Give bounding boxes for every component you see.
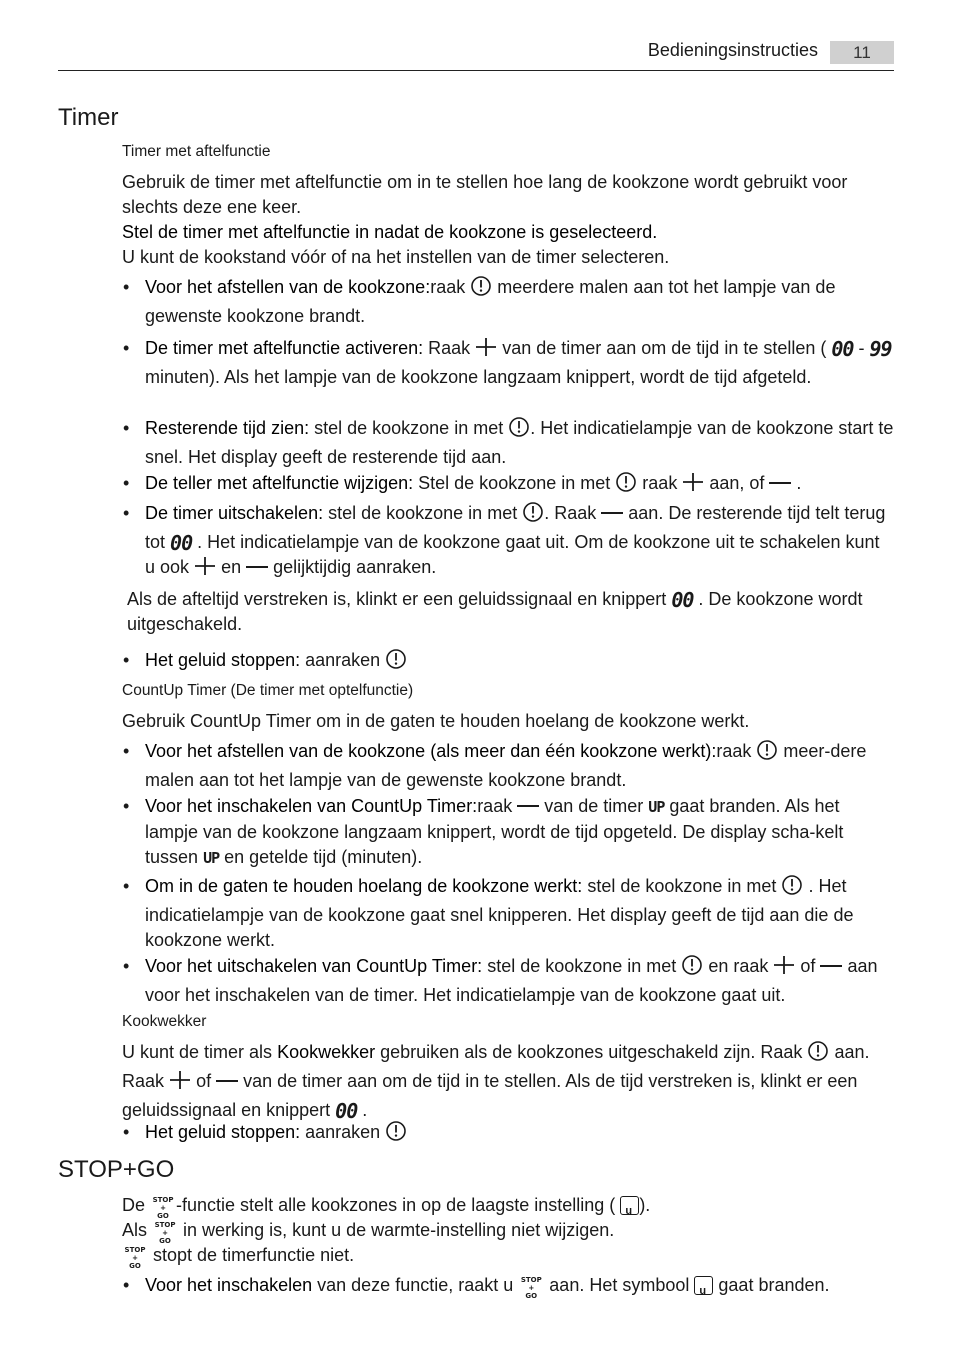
list-item: • Voor het afstellen van de kookzone:raak meerdere malen aan tot het lampje van de gewenste kookzone brandt. <box>123 277 836 326</box>
header-title: Bedieningsinstructies <box>647 40 818 60</box>
countdown-intro-2: Stel de timer met aftelfunctie in nadat de kookzone is geselecteerd. <box>122 222 658 242</box>
list-item: • Voor het afstellen van de kookzone (als meer dan één kookzone werkt):raak meer-dere malen aan tot het lampje van de gewenste kookzone brandt. <box>123 741 867 790</box>
power-timer-icon <box>681 954 703 983</box>
countdown-intro-1: Gebruik de timer met aftelfunctie om in te stellen hoe lang de kookzone wordt gebruikt voor slechts deze ene keer. <box>122 172 848 217</box>
list-item: • Voor het inschakelen van CountUp Timer:raak van de timer UP gaat branden. Als het lampje van de kookzone langzaam knippert, wordt de tijd opgeteld. De display scha-kelt tussen UP en getelde tijd (minuten). <box>122 794 894 871</box>
minus-icon <box>601 512 623 514</box>
minus-icon <box>820 965 842 967</box>
countup-subheading: CountUp Timer (De timer met optelfunctie) <box>122 682 414 699</box>
list-item: • Het geluid stoppen: aanraken <box>122 648 894 677</box>
display-up-icon: UP <box>203 849 220 867</box>
power-timer-icon <box>385 648 407 677</box>
list-item: • De timer uitschakelen: stel de kookzone in met . Raak aan. De resterende tijd telt terug tot 00 . Het indicatielampje van de kookzone gaat uit. Om de kookzone uit te schakelen kunt u ook en gelijktijdig aanraken. <box>122 501 894 584</box>
display-00-icon: 00 <box>170 531 193 555</box>
minder-paragraph: U kunt de timer als Kookwekker gebruiken als de kookzones uitgeschakeld zijn. Raak aan. Raak of van de timer aan om de tijd in te stellen. Als de tijd verstreken is, klinkt er een geluidssignaal en knippert 00 . <box>122 1042 870 1123</box>
page-number: 11 <box>830 41 894 64</box>
countdown-subheading: Timer met aftelfunctie <box>122 143 271 160</box>
plus-icon <box>773 954 795 983</box>
countup-intro: Gebruik CountUp Timer om in de gaten te houden hoelang de kookzone werkt. <box>122 711 750 731</box>
minus-icon <box>517 805 539 807</box>
plus-icon <box>169 1069 191 1098</box>
display-00-icon: 00 <box>831 337 854 361</box>
list-item: • Voor het uitschakelen van CountUp Timer: stel de kookzone in met en raak of aan voor het inschakelen van de timer. Het indicatielampje van de kookzone gaat uit. <box>123 956 878 1005</box>
power-timer-icon <box>385 1120 407 1149</box>
heat-level-box-icon: u <box>620 1196 639 1215</box>
list-item: • Voor het inschakelen van deze functie, raakt u STOP + GO aan. Het symbool u gaat branden. <box>123 1275 830 1300</box>
display-00-icon: 00 <box>335 1099 358 1123</box>
list-item: • Resterende tijd zien: stel de kookzone in met . Het indicatielampje van de kookzone start te snel. Het display geeft de resterende tijd aan. <box>123 418 894 467</box>
display-up-icon: UP <box>648 798 665 816</box>
list-item: • Het geluid stoppen: aanraken <box>122 1120 894 1149</box>
power-timer-icon <box>781 874 803 903</box>
minder-subheading: Kookwekker <box>122 1013 207 1030</box>
expire-paragraph: Als de afteltijd verstreken is, klinkt er een geluidssignaal en knippert 00 . De kookzone wordt uitgeschakeld. <box>127 588 863 634</box>
minus-icon <box>216 1080 238 1082</box>
stop-go-icon: STOP + GO <box>152 1196 174 1220</box>
stopgo-line-3: STOP + GO stopt de timerfunctie niet. <box>122 1243 894 1271</box>
power-timer-icon <box>756 739 778 768</box>
power-timer-icon <box>615 471 637 500</box>
plus-icon <box>682 471 704 500</box>
power-timer-icon <box>508 416 530 445</box>
stopgo-heading: STOP+GO <box>58 1156 175 1183</box>
stopgo-line-2: Als STOP + GO in werking is, kunt u de warmte-instelling niet wijzigen. <box>122 1220 615 1245</box>
stopgo-line-1: De STOP + GO-functie stelt alle kookzones in op de laagste instelling ( u ). <box>122 1195 651 1220</box>
stop-go-icon: STOP + GO <box>520 1276 542 1300</box>
stop-go-icon: STOP + GO <box>154 1221 176 1245</box>
display-99-icon: 99 <box>869 337 892 361</box>
list-item: • De timer met aftelfunctie activeren: Raak van de timer aan om de tijd in te stellen ( 00 - 99 minuten). Als het lampje van de kookzone langzaam knippert, wordt de tijd afgeteld. <box>123 337 892 387</box>
power-timer-icon <box>807 1040 829 1069</box>
power-timer-icon <box>470 275 492 304</box>
countdown-intro-3: U kunt de kookstand vóór of na het instellen van de timer selecteren. <box>122 247 670 267</box>
heat-level-box-icon: u <box>694 1276 713 1295</box>
header-rule <box>58 70 894 71</box>
list-item: • De teller met aftelfunctie wijzigen: Stel de kookzone in met raak aan, of . <box>122 471 894 500</box>
power-timer-icon <box>522 501 544 530</box>
plus-icon <box>194 555 216 584</box>
minus-icon <box>769 482 791 484</box>
stop-go-icon: STOP + GO <box>124 1246 146 1270</box>
list-item: • Om in de gaten te houden hoelang de kookzone werkt: stel de kookzone in met . Het indicatielampje van de kookzone gaat snel knipperen. Het display geeft de tijd aan die de kookzone werkt. <box>123 876 854 950</box>
timer-heading: Timer <box>58 104 119 131</box>
plus-icon <box>475 336 497 365</box>
minus-icon <box>246 566 268 568</box>
display-00-icon: 00 <box>671 588 694 612</box>
